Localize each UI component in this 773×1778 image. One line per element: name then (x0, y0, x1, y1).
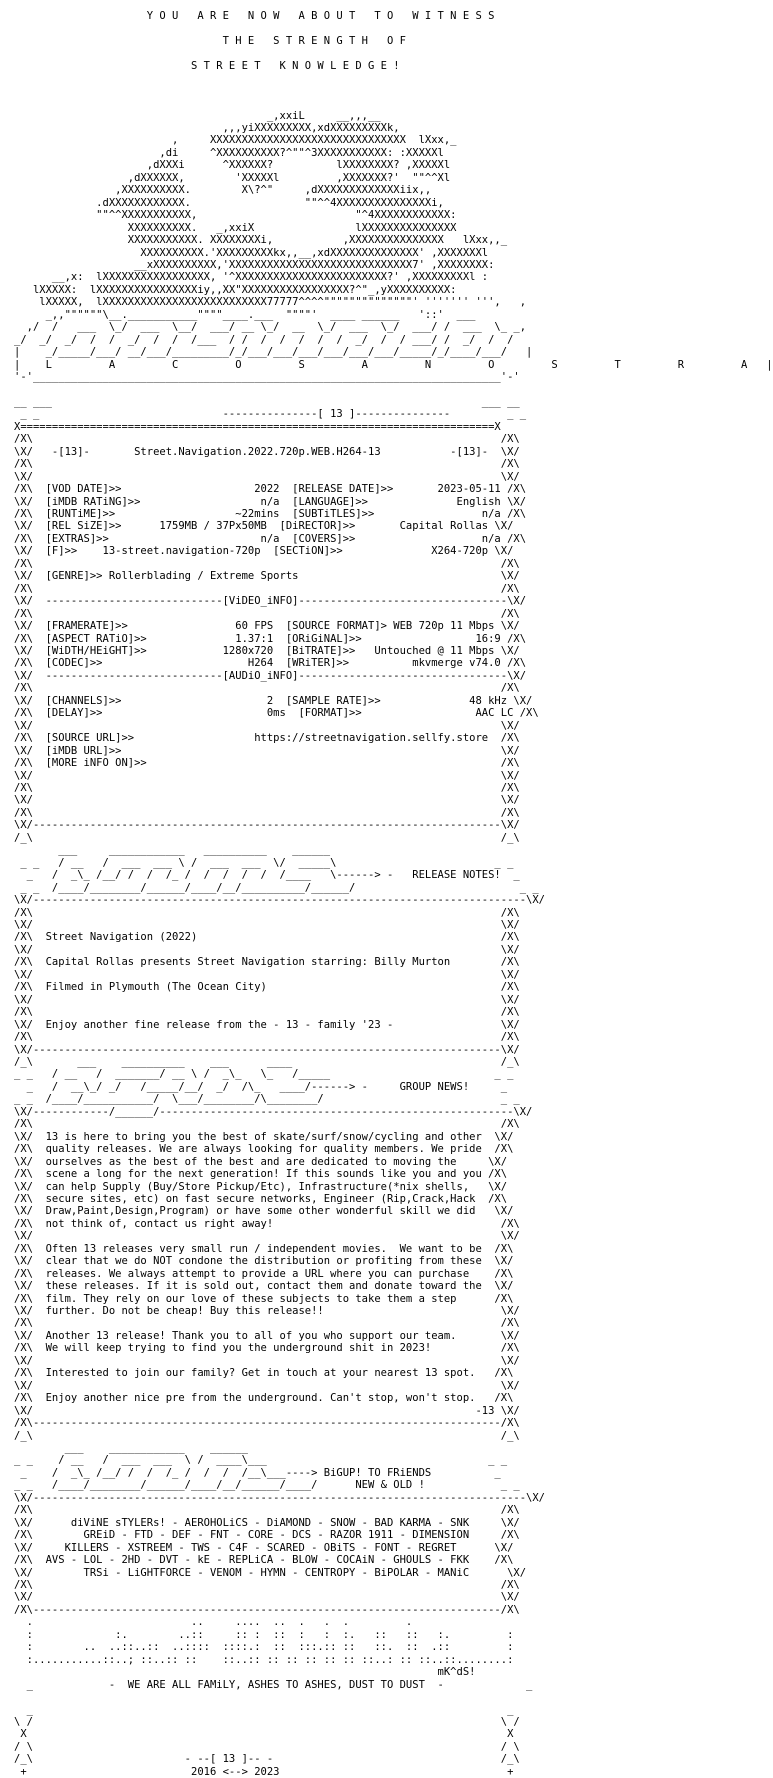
nfo-line: __,x: lXXXXXXXXXXXXXXXXX, '^XXXXXXXXXXXXXXXXXXXXXXXX?' ,XXXXXXXXXl : (14, 271, 489, 284)
nfo-line: \X/ further. Do not be cheap! Buy this release!! \X/ (14, 1305, 520, 1318)
nfo-line: \X/ \X/ (14, 1354, 520, 1367)
nfo-line: \X/ [FRAMERATE]>> 60 FPS [SOURCE FORMAT]> WEB 720p 11 Mbps \X/ (14, 620, 520, 633)
nfo-line: _ _ / __ / ___ ___ \ / ___ ___ \/ _____\ _ _ (14, 856, 514, 869)
nfo-line: , XXXXXXXXXXXXXXXXXXXXXXXXXXXXXXX lXxx,_ (14, 134, 457, 147)
nfo-line: \X/ -[13]- Street.Navigation.2022.720p.WEB.H264-13 -[13]- \X/ (14, 445, 520, 458)
nfo-line: | L A C O S A N O S T R A | (14, 358, 773, 371)
nfo-line: \X/ \X/ (14, 993, 520, 1006)
nfo-line: \X/ [iMDB RATiNG]>> n/a [LANGUAGE]>> English \X/ (14, 495, 527, 508)
nfo-line: T H E S T R E N G T H O F (14, 34, 406, 47)
nfo-line: X===========================================================================X (14, 420, 501, 433)
nfo-line: X X (14, 1728, 514, 1741)
nfo-line: /X\ film. They rely on our love of these subjects to take them a step /X\ (14, 1292, 514, 1305)
nfo-line: /X\ [EXTRAS]>> n/a [COVERS]>> n/a /X\ (14, 532, 527, 545)
nfo-line: \X/ \X/ (14, 968, 520, 981)
nfo-line: \X/ \X/ (14, 794, 520, 807)
nfo-line: lXXXXX, lXXXXXXXXXXXXXXXXXXXXXXXXXX77777^^^^""""""""""""""' ''''''' ''', , (14, 296, 527, 309)
nfo-line: XXXXXXXXXX.'XXXXXXXXXkx,,__,xdXXXXXXXXXXXXXX' ,XXXXXXXl (14, 246, 489, 259)
nfo-line: \X/ [iMDB URL]>> \X/ (14, 744, 520, 757)
nfo-line: Y O U A R E N O W A B O U T T O W I T N E S S (14, 10, 495, 22)
nfo-line: /X\ We will keep trying to find you the underground shit in 2023! /X\ (14, 1342, 520, 1355)
nfo-line: /X\ Filmed in Plymouth (The Ocean City) /X\ (14, 981, 520, 994)
nfo-line: __xXXXXXXXXXX,'XXXXXXXXXXXXXXXXXXXXXXXXXXXXX7' ,XXXXXXXX: (14, 258, 495, 271)
nfo-line: ___ ____________ __________ ______ (14, 844, 331, 857)
nfo-line: \X/ [REL SiZE]>> 1759MB / 37Px50MB [DiRECTOR]>> Capital Rollas \X/ (14, 520, 514, 533)
nfo-line: \X/ these releases. If it is sold out, contact them and donate toward the \X/ (14, 1280, 514, 1293)
nfo-line: /X\ [ASPECT RATiO]>> 1.37:1 [ORiGiNAL]>> 16:9 /X\ (14, 632, 527, 645)
nfo-line: /X\ not think of, contact us right away! /X\ (14, 1217, 520, 1230)
nfo-line (14, 85, 642, 97)
nfo-line: _ _ / __ / ___ ___ \ / ____\___ _ _ (14, 1454, 508, 1467)
nfo-line: /X\ AVS - LOL - 2HD - DVT - kE - REPLiCA - BLOW - COCAiN - GHOULS - FKK /X\ (14, 1554, 514, 1567)
nfo-line: \X/ can help Supply (Buy/Store Pickup/Etc), Infrastructure(*nix shells, \X/ (14, 1180, 508, 1193)
nfo-line: ,,,yiXXXXXXXXX,xdXXXXXXXXXk, (14, 122, 400, 134)
nfo-line: \X/------------/______/--------------------------------------------------------\X/ (14, 1105, 533, 1118)
nfo-line (14, 22, 642, 34)
nfo-line: : .. ..::..:: ..:::: ::::.: :: :::.:: :: ::. :: .:: : (14, 1641, 514, 1654)
nfo-line: \X/ Enjoy another fine release from the - 13 - family '23 - \X/ (14, 1018, 520, 1031)
nfo-line: _ / _\_ /__/ / / /_ / / / /__\___----> BiGUP! TO FRiENDS _ (14, 1466, 501, 1479)
nfo-line: /X\ Interested to join our family? Get in touch at your nearest 13 spot. /X\ (14, 1367, 514, 1380)
nfo-line: ,dXXXi ^XXXXXX? lXXXXXXXX? ,XXXXXl (14, 159, 451, 172)
nfo-line: /X\ Enjoy another nice pre from the underground. Can't stop, won't stop. /X\ (14, 1392, 514, 1405)
nfo-line: \X/ \X/ (14, 719, 520, 732)
nfo-line (14, 97, 642, 109)
nfo-line: .dXXXXXXXXXXXX. ""^^4XXXXXXXXXXXXXXXi, (14, 196, 444, 209)
nfo-line (14, 1691, 642, 1703)
nfo-line: /X\--------------------------------------------------------------------------/X\ (14, 1603, 520, 1616)
nfo-line: \X/------------------------------------------------------------------------------\X/ (14, 894, 546, 907)
nfo-line: /X\ releases. We always attempt to provide a URL where you can purchase /X\ (14, 1267, 514, 1280)
nfo-line: /X\ /X\ (14, 806, 520, 819)
nfo-line: _,,""""""\__.___________""""____.___ """"' ____ ______ '::' ___ (14, 308, 476, 321)
nfo-line: /X\ /X\ (14, 1579, 520, 1591)
nfo-line: XXXXXXXXXXX. XXXXXXXXi, ,XXXXXXXXXXXXXXX lXxx,,_ (14, 234, 508, 247)
nfo-line: /X\ /X\ (14, 782, 520, 794)
nfo-line: /X\ /X\ (14, 433, 520, 446)
nfo-line: :...........::..; ::..:: :: ::..:: :: :: :: :: :: ::..: :: ::..::........: (14, 1653, 514, 1666)
nfo-line: /X\ Often 13 releases very small run / independent movies. We want to be /X\ (14, 1242, 514, 1255)
nfo-line: _/ _/ _/ / / _/ / / /___ / / / / / / / _/ / / ___/ / _/ / / (14, 333, 527, 346)
nfo-line: _ / __\_/ _/ /_____/__/ _/ /\_ ____/------> - GROUP NEWS! _ (14, 1080, 508, 1093)
nfo-line: /X\ Street Navigation (2022) /X\ (14, 931, 520, 944)
nfo-line: /_\ /_\ (14, 1429, 520, 1442)
nfo-line: /X\ [VOD DATE]>> 2022 [RELEASE DATE]>> 2023-05-11 /X\ (14, 483, 527, 496)
nfo-line (14, 47, 642, 59)
nfo-line: /X\ quality releases. We are always looking for quality members. We pride /X\ (14, 1143, 514, 1156)
nfo-line: + 2016 <--> 2023 + (14, 1765, 514, 1778)
nfo-line: \X/ \X/ (14, 1591, 520, 1604)
nfo-line: _ _ /____/________/______/____/__/__________/______/ _ _ (14, 881, 539, 894)
nfo-line: | _/_____/___/ __/___/_________/_/___/___/___/___/___/___/_____/_/____/___/ | (14, 346, 533, 359)
nfo-line: /X\ /X\ (14, 582, 520, 595)
nfo-line: /X\ /X\ (14, 1118, 520, 1131)
nfo-line: \X/ \X/ (14, 470, 520, 483)
nfo-line: '-'__________________________________________________________________________'-' (14, 371, 520, 384)
nfo-line: \X/ ----------------------------[AUDiO_iNFO]---------------------------------\X/ (14, 669, 527, 682)
nfo-line: _ _ ---------------[ 13 ]--------------- _ _ (14, 408, 527, 421)
nfo-line: /X\ /X\ (14, 682, 520, 695)
nfo-line: ___ ____________ ______ (14, 1442, 248, 1455)
nfo-line: : :. ..:: :: : :: : : :. :: :: :. : (14, 1628, 514, 1641)
nfo-line: \X/ 13 is here to bring you the best of skate/surf/snow/cycling and other \X/ (14, 1130, 514, 1143)
nfo-line: S T R E E T K N O W L E D G E ! (14, 59, 400, 72)
nfo-line: /X\ GREiD - FTD - DEF - FNT - CORE - DCS - RAZOR 1911 - DIMENSION /X\ (14, 1529, 520, 1542)
nfo-line: /_\ /_\ (14, 831, 520, 844)
nfo-line: /_\ - --[ 13 ]-- - /_\ (14, 1753, 520, 1766)
nfo-line: \X/ [CHANNELS]>> 2 [SAMPLE RATE]>> 48 kHz \X/ (14, 694, 533, 707)
nfo-line: \X/ Draw,Paint,Design,Program) or have some other wonderful skill we did \X/ (14, 1205, 514, 1218)
nfo-text-block (14, 10, 773, 1778)
nfo-line: _ _ (14, 1703, 514, 1716)
nfo-line: \X/ clear that we do NOT condone the distribution or profiting from these \X/ (14, 1255, 514, 1268)
nfo-line: /X\ [CODEC]>> H264 [WRiTER]>> mkvmerge v74.0 /X\ (14, 657, 527, 670)
nfo-line: /X\ /X\ (14, 607, 520, 620)
nfo-line: /X\ /X\ (14, 1317, 520, 1330)
nfo-line: ,XXXXXXXXXX. X\?^" ,dXXXXXXXXXXXXXiix,, (14, 184, 432, 197)
nfo-line: \X/ \X/ (14, 1379, 520, 1392)
nfo-line: \X/--------------------------------------------------------------------------\X/ (14, 1043, 520, 1056)
nfo-line: / \ / \ (14, 1740, 520, 1753)
nfo-line: \ / \ / (14, 1715, 520, 1728)
nfo-line: /X\ /X\ (14, 557, 520, 570)
nfo-line: /X\ /X\ (14, 1006, 520, 1019)
nfo-line: \X/ [F]>> 13-street.navigation-720p [SECTiON]>> X264-720p \X/ (14, 545, 514, 558)
nfo-line: /X\ secure sites, etc) on fast secure networks, Engineer (Rip,Crack,Hack /X\ (14, 1192, 508, 1205)
nfo-line: /X\ Capital Rollas presents Street Navigation starring: Billy Murton /X\ (14, 956, 520, 969)
nfo-line: /X\--------------------------------------------------------------------------/X\ (14, 1417, 520, 1430)
nfo-line: \X/ diViNE sTYLERs! - AEROHOLiCS - DiAMOND - SNOW - BAD KARMA - SNK \X/ (14, 1516, 520, 1529)
nfo-line: /X\ [MORE iNFO ON]>> /X\ (14, 757, 520, 770)
nfo-line: /X\ [SOURCE URL]>> https://streetnavigation.sellfy.store /X\ (14, 732, 520, 745)
nfo-line: XXXXXXXXXX. _,xxiX lXXXXXXXXXXXXXXX (14, 221, 457, 234)
nfo-line: _ / _\_ /__/ / / /_ / / / / / /____ \------> - RELEASE NOTES! _ (14, 869, 520, 882)
nfo-line: __ ___ ___ __ (14, 395, 520, 408)
nfo-line (14, 384, 642, 396)
nfo-line: _ - WE ARE ALL FAMiLY, ASHES TO ASHES, DUST TO DUST - _ (14, 1678, 533, 1691)
nfo-line: \X/ [WiDTH/HEiGHT]>> 1280x720 [BiTRATE]>> Untouched @ 11 Mbps \X/ (14, 645, 520, 658)
nfo-line: \X/------------------------------------------------------------------------------\X/ (14, 1491, 546, 1504)
nfo-line: \X/ ourselves as the best of the best and are dedicated to moving the \X/ (14, 1155, 508, 1168)
nfo-line: mK^dS! (14, 1666, 476, 1679)
nfo-line (14, 72, 642, 84)
nfo-line: _ _ /____/___________/ \___/________/\________/ _ _ (14, 1093, 520, 1106)
nfo-line: /X\ /X\ (14, 458, 520, 471)
nfo-line: . .. .... .. . . . . (14, 1616, 413, 1629)
nfo-line: /X\ /X\ (14, 906, 520, 919)
nfo-line: _ _ /____/________/______/____/__/______/____/ NEW & OLD ! _ _ (14, 1479, 520, 1492)
nfo-line: \X/ \X/ (14, 918, 520, 931)
nfo-line: ,di ^XXXXXXXXXX?^""^3XXXXXXXXXXX: :XXXXXl (14, 146, 444, 159)
nfo-line: /_\ ___ __________ ___ ____ /_\ (14, 1055, 520, 1068)
nfo-line: /X\ [RUNTiME]>> ~22mins [SUBTiTLES]>> n/a /X\ (14, 508, 527, 521)
nfo-line: \X/ \X/ (14, 943, 520, 956)
nfo-line: ,/ / ___ \_/ ___ \__/ ___/ __ \_/ __ \_/ ___ \_/ ___/ / ___ \_ _, (14, 321, 527, 334)
nfo-line: ""^^XXXXXXXXXXX, "^4XXXXXXXXXXXX: (14, 209, 457, 222)
nfo-line: /X\ /X\ (14, 1031, 520, 1044)
nfo-line: _ _ / __ / _______/ __ \ / _\_ \_ /_____ _ _ (14, 1068, 514, 1081)
nfo-line: /X\ /X\ (14, 1504, 520, 1517)
nfo-line: \X/ \X/ (14, 769, 520, 782)
nfo-line: \X/ [GENRE]>> Rollerblading / Extreme Sports \X/ (14, 570, 520, 583)
nfo-line: /X\ scene a long for the next generation! If this sounds like you and you /X\ (14, 1168, 508, 1181)
nfo-line: \X/ \X/ (14, 1230, 520, 1243)
nfo-line: ,dXXXXXX, 'XXXXXl ,XXXXXXX?' ""^^Xl (14, 171, 451, 184)
nfo-line: _,xxiL __,,,__ (14, 109, 381, 122)
nfo-line: \X/ Another 13 release! Thank you to all of you who support our team. \X/ (14, 1329, 520, 1342)
nfo-line: \X/ TRSi - LiGHTFORCE - VENOM - HYMN - CENTROPY - BiPOLAR - MANiC \X/ (14, 1566, 527, 1579)
nfo-line: \X/ KILLERS - XSTREEM - TWS - C4F - SCARED - OBiTS - FONT - REGRET \X/ (14, 1541, 514, 1554)
nfo-line: lXXXXX: lXXXXXXXXXXXXXXXXiy,,XX"XXXXXXXXXXXXXXXXX?^"_,yXXXXXXXXXX: (14, 283, 457, 296)
nfo-line: \X/ -13 \X/ (14, 1404, 520, 1417)
nfo-line: \X/ ----------------------------[ViDEO_iNFO]---------------------------------\X/ (14, 595, 527, 608)
nfo-line: \X/--------------------------------------------------------------------------\X/ (14, 819, 520, 832)
nfo-line: /X\ [DELAY]>> 0ms [FORMAT]>> AAC LC /X\ (14, 707, 539, 720)
